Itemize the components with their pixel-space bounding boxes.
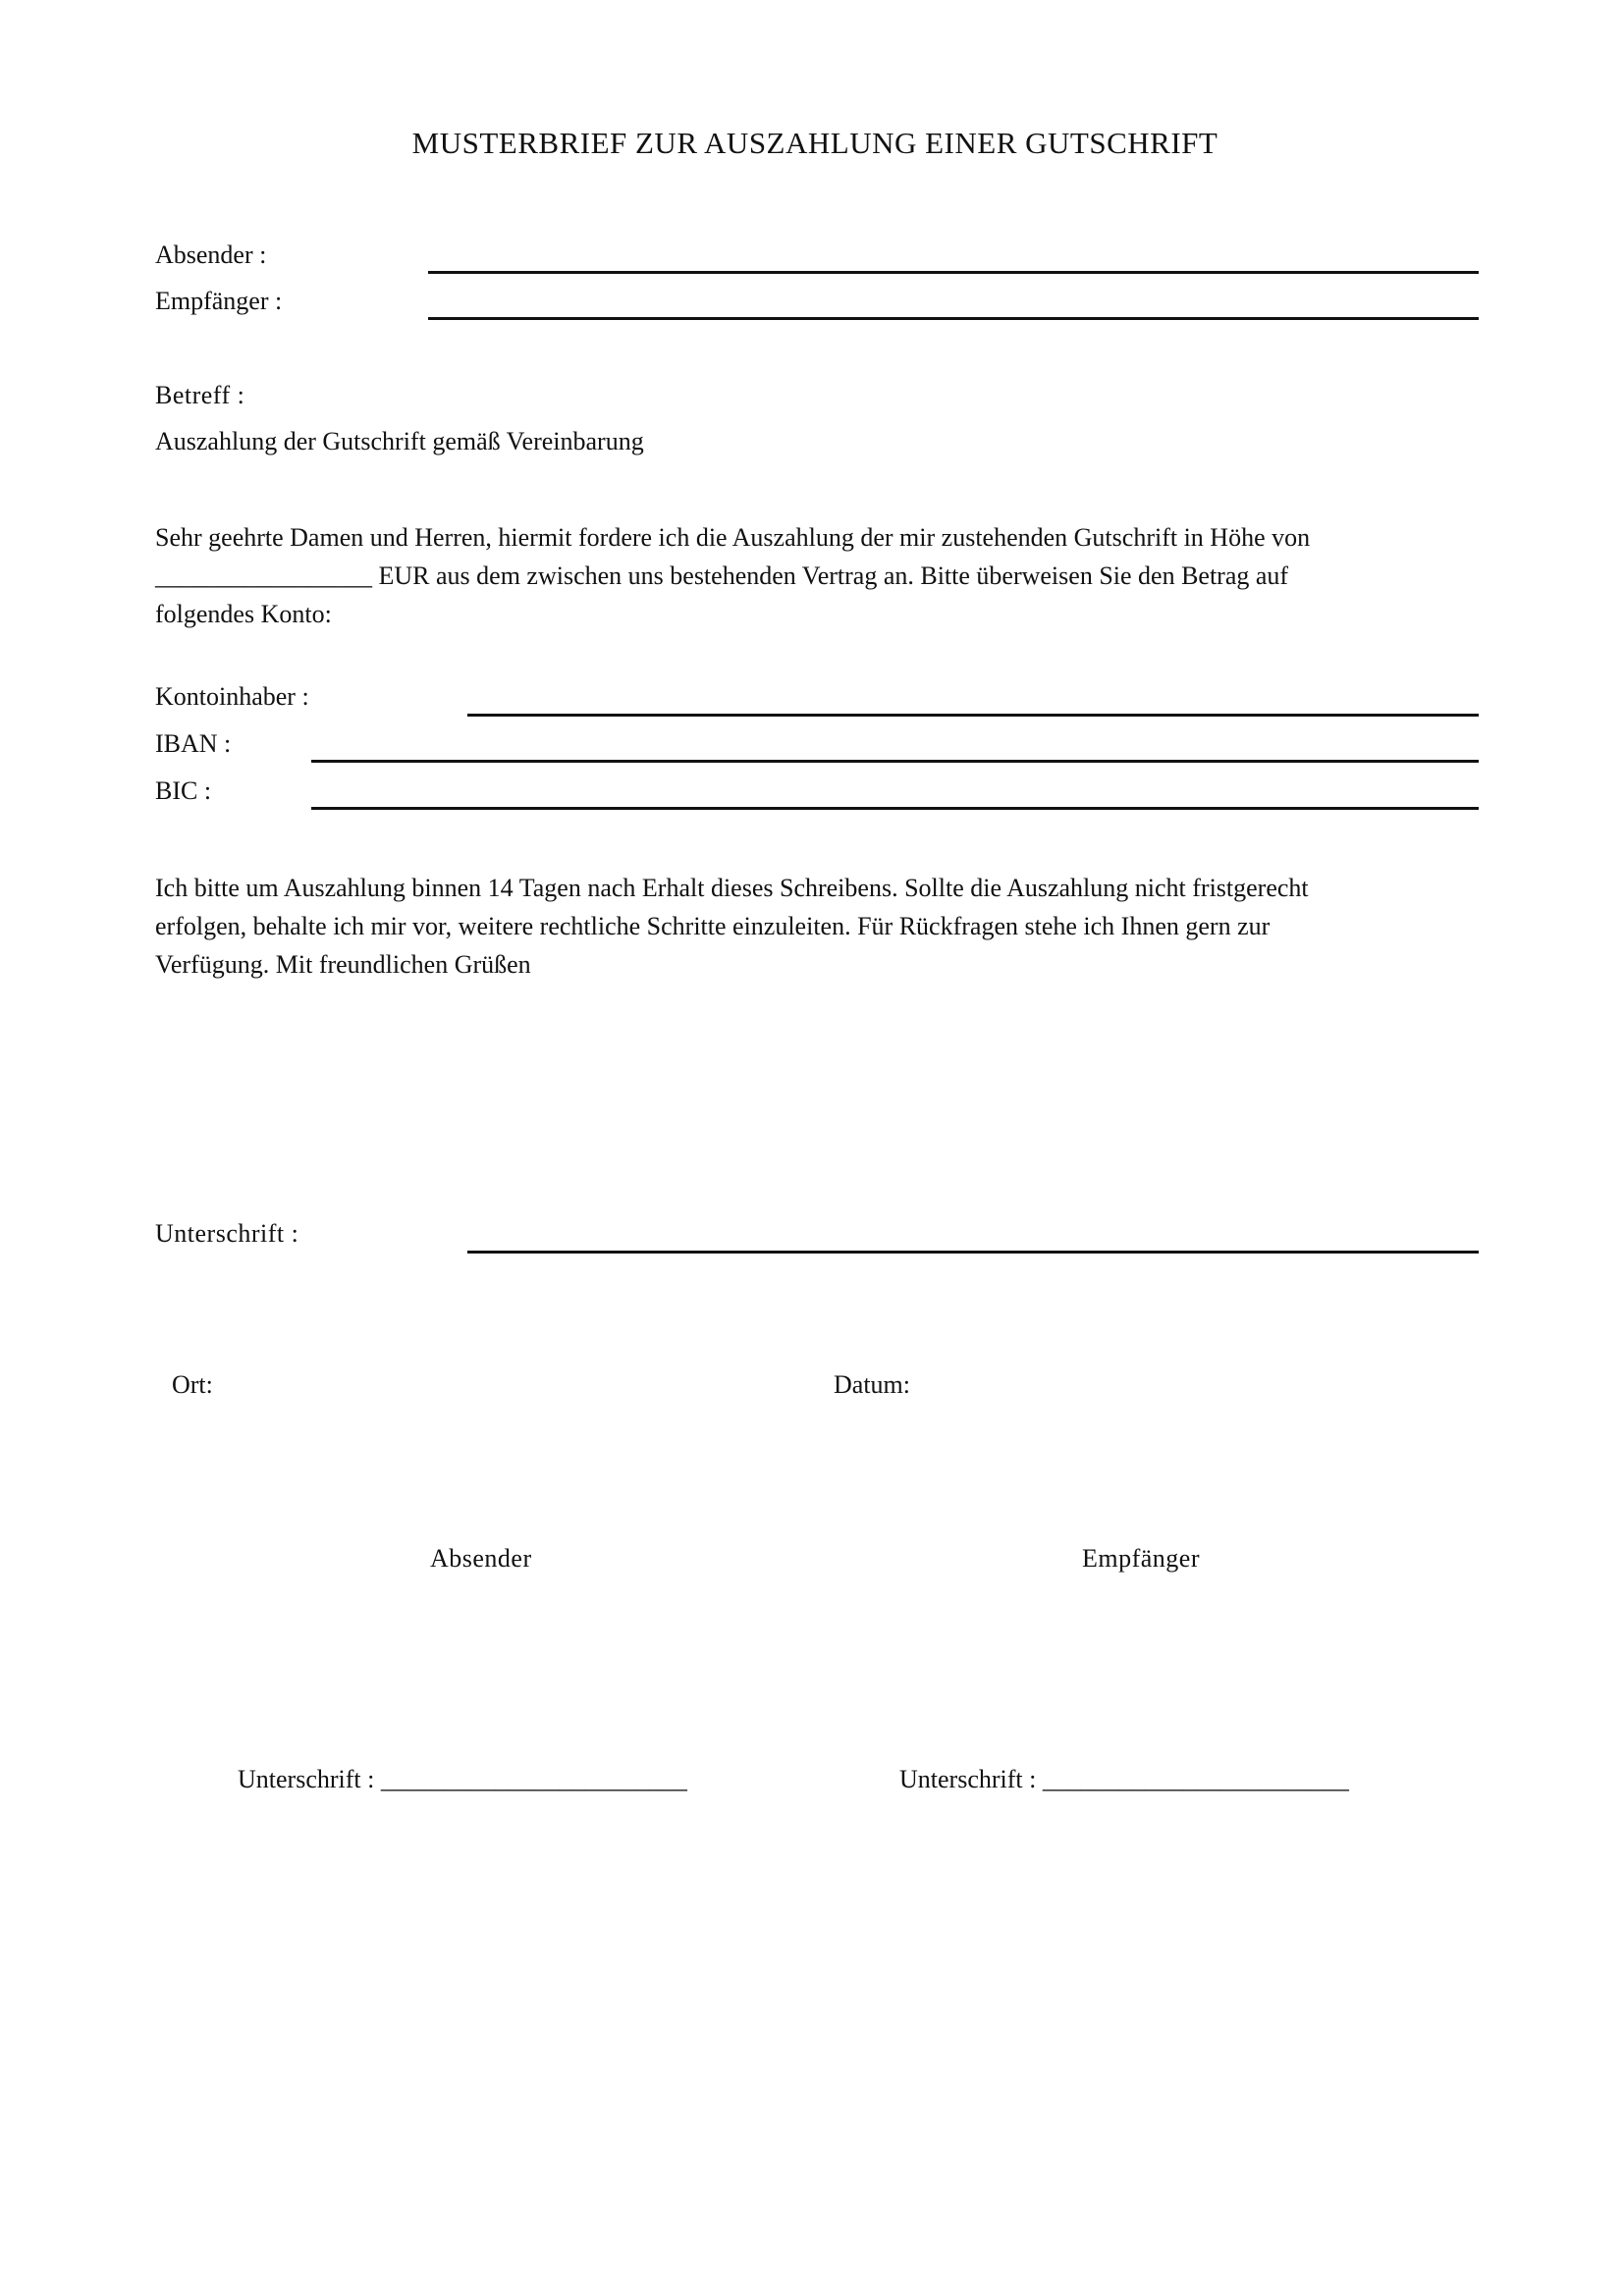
account-holder-field-line[interactable] bbox=[467, 714, 1479, 717]
bic-label: BIC : bbox=[155, 776, 212, 805]
bic-field-line[interactable] bbox=[311, 807, 1479, 810]
body-paragraph-2 bbox=[155, 869, 1490, 984]
paragraph-1-line-3: folgendes Konto: bbox=[155, 600, 332, 628]
subject-text: Auszahlung der Gutschrift gemäß Vereinbarung bbox=[155, 427, 644, 455]
sender-signature-line: Unterschrift : ________________________ bbox=[238, 1765, 687, 1793]
sender-field-line[interactable] bbox=[428, 271, 1479, 274]
recipient-signature-line: Unterschrift : ________________________ bbox=[899, 1765, 1349, 1793]
body-paragraph-1 bbox=[155, 518, 1490, 633]
paragraph-2-line-1: Ich bitte um Auszahlung binnen 14 Tagen nach Erhalt dieses Schreibens. Sollte die Auszahlung nicht fristgerecht bbox=[155, 874, 1309, 902]
paragraph-2-line-2: erfolgen, behalte ich mir vor, weitere rechtliche Schritte einzuleiten. Für Rückfragen stehe ich Ihnen gern zur bbox=[155, 912, 1271, 940]
recipient-heading: Empfänger bbox=[1082, 1544, 1201, 1573]
sender-heading: Absender bbox=[430, 1544, 532, 1573]
sender-label: Absender : bbox=[155, 240, 267, 269]
signature-field-line[interactable] bbox=[467, 1251, 1479, 1254]
signature-label: Unterschrift : bbox=[155, 1219, 299, 1248]
place-label: Ort: bbox=[172, 1370, 213, 1399]
paragraph-1-line-2: _________________ EUR aus dem zwischen uns bestehenden Vertrag an. Bitte überweisen Sie den Betrag auf bbox=[155, 561, 1289, 590]
document-title: MUSTERBRIEF ZUR AUSZAHLUNG EINER GUTSCHRIFT bbox=[411, 126, 1218, 160]
paragraph-2-line-3: Verfügung. Mit freundlichen Grüßen bbox=[155, 950, 531, 979]
account-holder-label: Kontoinhaber : bbox=[155, 682, 309, 711]
paragraph-1-line-1: Sehr geehrte Damen und Herren, hiermit fordere ich die Auszahlung der mir zustehenden Gutschrift in Höhe von bbox=[155, 523, 1311, 552]
iban-label: IBAN : bbox=[155, 729, 232, 758]
date-label: Datum: bbox=[834, 1370, 910, 1399]
subject-label: Betreff : bbox=[155, 381, 245, 409]
iban-field-line[interactable] bbox=[311, 760, 1479, 763]
recipient-field-line[interactable] bbox=[428, 317, 1479, 320]
recipient-label: Empfänger : bbox=[155, 287, 283, 315]
